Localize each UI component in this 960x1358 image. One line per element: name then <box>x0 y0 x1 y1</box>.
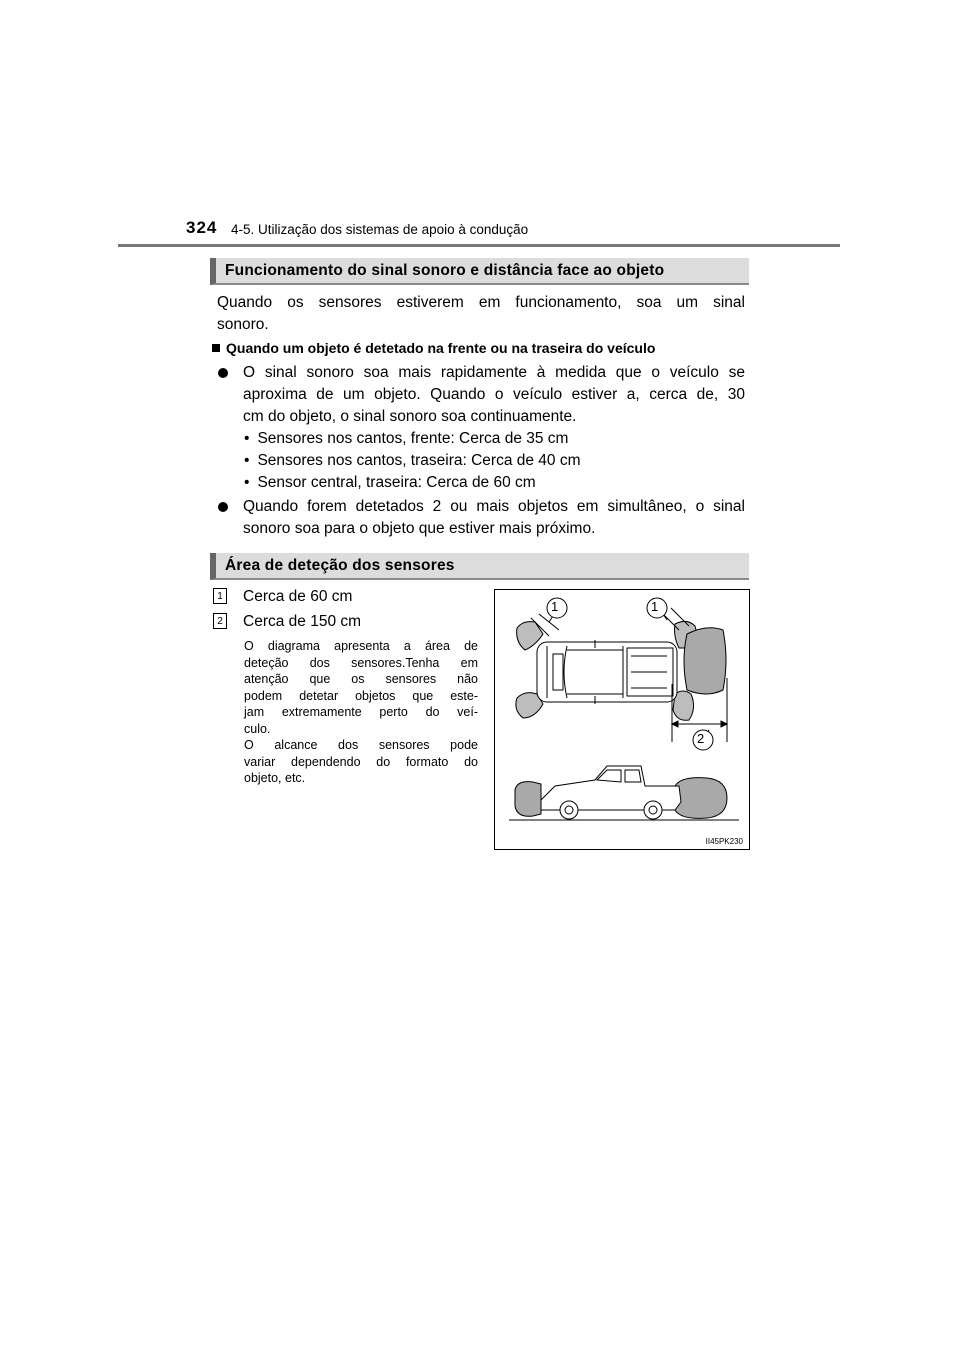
diagram-svg <box>495 590 751 851</box>
note-line: atenção que os sensores não <box>244 672 478 686</box>
page-number: 324 <box>186 218 218 237</box>
callout-label: 2 <box>697 731 705 746</box>
sub-item: • Sensor central, traseira: Cerca de 60 cm <box>244 474 536 492</box>
bullet2-line-2: sonoro soa para o objeto que estiver mais próximo. <box>243 520 596 537</box>
bullet1-line-1: O sinal sonoro soa mais rapidamente à medida que o veículo se <box>243 364 745 381</box>
note-line: culo. <box>244 721 271 736</box>
item-number-box: 2 <box>213 613 227 629</box>
note-line: podem detetar objetos que este- <box>244 688 478 703</box>
item-text: Cerca de 60 cm <box>243 588 353 605</box>
sub-item: • Sensores nos cantos, frente: Cerca de 35 cm <box>244 430 568 448</box>
section-heading-sound-signal <box>210 258 749 285</box>
section-heading-detection-area <box>210 553 749 580</box>
detection-zone-rear-center <box>684 628 726 694</box>
chapter-title: 4-5. Utilização dos sistemas de apoio à condução <box>231 222 529 237</box>
note-line: variar dependendo do formato do <box>244 754 478 769</box>
bullet2-line-1: Quando forem detetados 2 ou mais objetos em simultâneo, o sinal <box>243 498 745 515</box>
subheading <box>212 340 655 356</box>
section-heading-text: Área de deteção dos sensores <box>225 557 455 574</box>
note-line: O alcance dos sensores pode <box>244 738 478 752</box>
sub-item: • Sensores nos cantos, traseira: Cerca de 40 cm <box>244 452 581 470</box>
note-line: O diagrama apresenta a área de <box>244 639 478 653</box>
note-line: jam extremamente perto do veí- <box>244 705 478 719</box>
subheading-text: Quando um objeto é detetado na frente ou na traseira do veículo <box>226 340 656 356</box>
detection-zone-rear-side <box>675 778 727 819</box>
bullet-dot-icon <box>218 368 228 378</box>
bullet-dot-icon <box>218 502 228 512</box>
note-line: objeto, etc. <box>244 771 306 785</box>
note-line: deteção dos sensores.Tenha em <box>244 655 478 670</box>
bullet1-line-3: cm do objeto, o sinal sonoro soa continuamente. <box>243 408 577 425</box>
bullet1-line-2: aproxima de um objeto. Quando o veículo estiver a, cerca de, 30 <box>243 386 745 403</box>
square-bullet-icon <box>212 344 220 352</box>
callout-label: 1 <box>651 599 659 614</box>
item-number-box: 1 <box>213 588 227 604</box>
sensor-area-diagram <box>494 589 750 850</box>
section-heading-text: Funcionamento do sinal sonoro e distância face ao objeto <box>225 262 665 279</box>
diagram-note <box>244 638 478 787</box>
truck-top-view <box>537 640 677 704</box>
header-rule <box>118 244 840 247</box>
detection-zone-front-side <box>515 782 541 817</box>
intro-line-2: sonoro. <box>217 316 269 333</box>
figure-code: II45PK230 <box>705 837 743 846</box>
intro-line-1: Quando os sensores estiverem em funcionamento, soa um sinal <box>217 294 745 311</box>
truck-side-view <box>509 766 739 820</box>
callout-label: 1 <box>551 599 559 614</box>
item-text: Cerca de 150 cm <box>243 613 362 630</box>
